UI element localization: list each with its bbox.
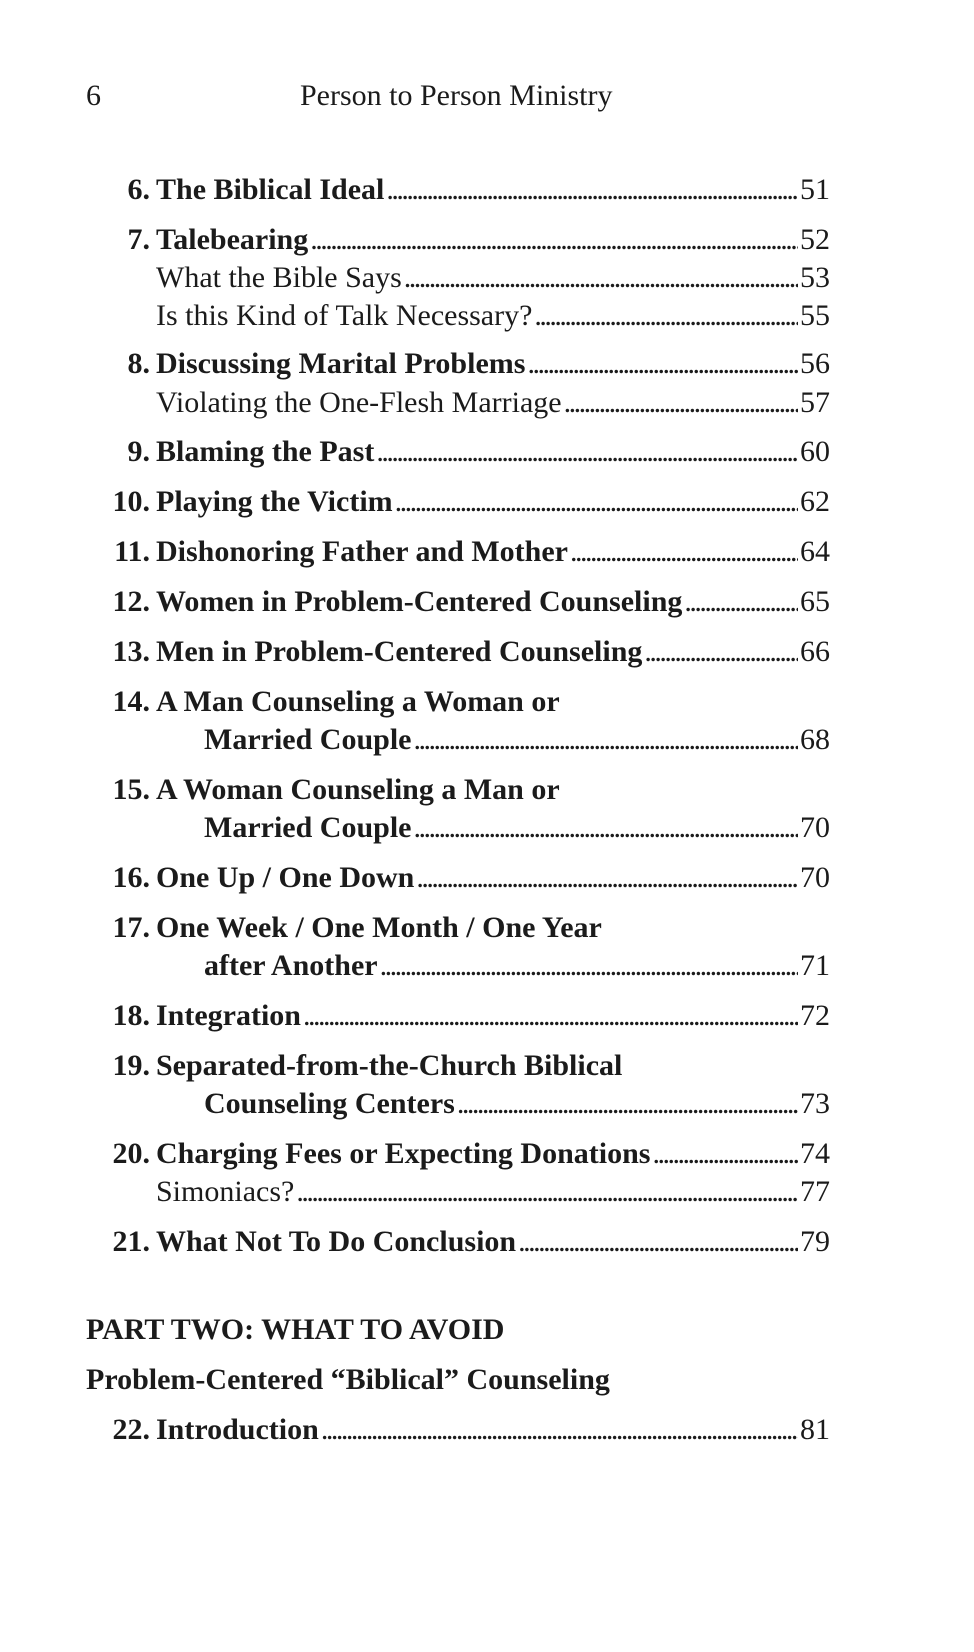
toc-entry-title: Married Couple [204, 811, 412, 844]
toc-entry-title: What Not To Do Conclusion [156, 1225, 517, 1258]
toc-entry[interactable] [156, 998, 830, 1034]
dot-leader [527, 346, 798, 382]
dot-leader [652, 1136, 798, 1172]
toc-entry-title: Introduction [156, 1413, 319, 1446]
toc-entry-page: 62 [800, 485, 830, 518]
toc-entry[interactable] [156, 634, 830, 670]
toc-entry[interactable] [204, 810, 830, 846]
dot-leader [303, 998, 798, 1034]
toc-entry[interactable] [204, 1086, 830, 1122]
toc-entry-title: Dishonoring Father and Mother [156, 535, 568, 568]
toc-entry-page: 52 [800, 223, 830, 256]
toc-subentry[interactable] [156, 298, 830, 334]
toc-entry[interactable] [156, 860, 830, 896]
toc-entry-page: 79 [800, 1225, 830, 1258]
toc-entry[interactable] [156, 534, 830, 570]
toc-subentry-title: Simoniacs? [156, 1175, 295, 1208]
section-heading: Problem-Centered “Biblical” Counseling [86, 1363, 610, 1396]
dot-leader [376, 434, 798, 470]
dot-leader [413, 722, 798, 758]
dot-leader [644, 634, 798, 670]
chapter-number: 11. [114, 535, 150, 568]
toc-entry-title: Talebearing [156, 223, 309, 256]
toc-entry-page: 51 [800, 173, 830, 206]
toc-subentry[interactable] [156, 385, 830, 421]
toc-entry[interactable] [156, 1136, 830, 1172]
toc-entry[interactable] [156, 1224, 830, 1260]
toc-entry-page: 55 [800, 299, 830, 332]
toc-entry-title: One Up / One Down [156, 861, 415, 894]
toc-entry-title: Discussing Marital Problems [156, 347, 526, 380]
dot-leader [404, 260, 798, 296]
toc-entry-title: Blaming the Past [156, 435, 375, 468]
toc-entry-page: 53 [800, 261, 830, 294]
toc-entry[interactable] [204, 948, 830, 984]
toc-entry-title: The Biblical Ideal [156, 173, 385, 206]
dot-leader [386, 172, 798, 208]
toc-entry[interactable] [156, 222, 830, 258]
dot-leader [570, 534, 798, 570]
toc-entry-page: 70 [800, 811, 830, 844]
dot-leader [321, 1412, 798, 1448]
toc-entry[interactable] [156, 584, 830, 620]
toc-entry-title: Charging Fees or Expecting Donations [156, 1137, 651, 1170]
chapter-number: 20. [112, 1137, 150, 1170]
toc-entry-title-line1[interactable]: One Week / One Month / One Year [156, 911, 602, 944]
chapter-number: 21. [112, 1225, 150, 1258]
toc-entry[interactable] [156, 172, 830, 208]
toc-entry-title: Married Couple [204, 723, 412, 756]
dot-leader [518, 1224, 798, 1260]
dot-leader [534, 298, 798, 334]
dot-leader [296, 1174, 798, 1210]
running-head: Person to Person Ministry [300, 79, 613, 112]
chapter-number: 14. [112, 685, 150, 718]
toc-entry-title: after Another [204, 949, 378, 982]
dot-leader [564, 385, 798, 421]
toc-entry-title: Playing the Victim [156, 485, 393, 518]
toc-entry[interactable] [156, 346, 830, 382]
toc-entry-page: 64 [800, 535, 830, 568]
toc-entry-page: 71 [800, 949, 830, 982]
toc-entry-page: 72 [800, 999, 830, 1032]
chapter-number: 12. [112, 585, 150, 618]
chapter-number: 7. [127, 223, 150, 256]
toc-entry-page: 57 [800, 386, 830, 419]
toc-entry-title: Counseling Centers [204, 1087, 455, 1120]
toc-entry-title-line1[interactable]: Separated-from-the-Church Biblical [156, 1049, 623, 1082]
toc-subentry-title: Violating the One-Flesh Marriage [156, 386, 562, 419]
dot-leader [413, 810, 798, 846]
toc-entry[interactable] [204, 722, 830, 758]
toc-entry-page: 60 [800, 435, 830, 468]
toc-entry-page: 65 [800, 585, 830, 618]
dot-leader [380, 948, 798, 984]
toc-entry-title: Women in Problem-Centered Counseling [156, 585, 683, 618]
chapter-number: 6. [127, 173, 150, 206]
toc-entry-title-line1[interactable]: A Man Counseling a Woman or [156, 685, 560, 718]
chapter-number: 22. [112, 1413, 150, 1446]
toc-entry-page: 70 [800, 861, 830, 894]
toc-entry-page: 77 [800, 1175, 830, 1208]
dot-leader [310, 222, 798, 258]
toc-entry[interactable] [156, 434, 830, 470]
toc-entry[interactable] [156, 1412, 830, 1448]
toc-subentry[interactable] [156, 1174, 830, 1210]
toc-subentry-title: What the Bible Says [156, 261, 402, 294]
chapter-number: 18. [112, 999, 150, 1032]
dot-leader [416, 860, 798, 896]
chapter-number: 13. [112, 635, 150, 668]
dot-leader [395, 484, 798, 520]
chapter-number: 19. [112, 1049, 150, 1082]
dot-leader [457, 1086, 798, 1122]
toc-subentry[interactable] [156, 260, 830, 296]
toc-entry-title-line1[interactable]: A Woman Counseling a Man or [156, 773, 560, 806]
chapter-number: 17. [112, 911, 150, 944]
toc-entry-page: 74 [800, 1137, 830, 1170]
toc-entry-page: 68 [800, 723, 830, 756]
toc-entry[interactable] [156, 484, 830, 520]
toc-entry-page: 73 [800, 1087, 830, 1120]
page-number: 6 [86, 79, 101, 112]
chapter-number: 15. [112, 773, 150, 806]
part-heading: PART TWO: WHAT TO AVOID [86, 1313, 505, 1346]
dot-leader [684, 584, 798, 620]
toc-entry-page: 81 [800, 1413, 830, 1446]
chapter-number: 9. [127, 435, 150, 468]
toc-subentry-title: Is this Kind of Talk Necessary? [156, 299, 533, 332]
toc-entry-title: Men in Problem-Centered Counseling [156, 635, 643, 668]
toc-entry-title: Integration [156, 999, 301, 1032]
toc-entry-page: 56 [800, 347, 830, 380]
chapter-number: 16. [112, 861, 150, 894]
chapter-number: 10. [112, 485, 150, 518]
toc-entry-page: 66 [800, 635, 830, 668]
chapter-number: 8. [127, 347, 150, 380]
